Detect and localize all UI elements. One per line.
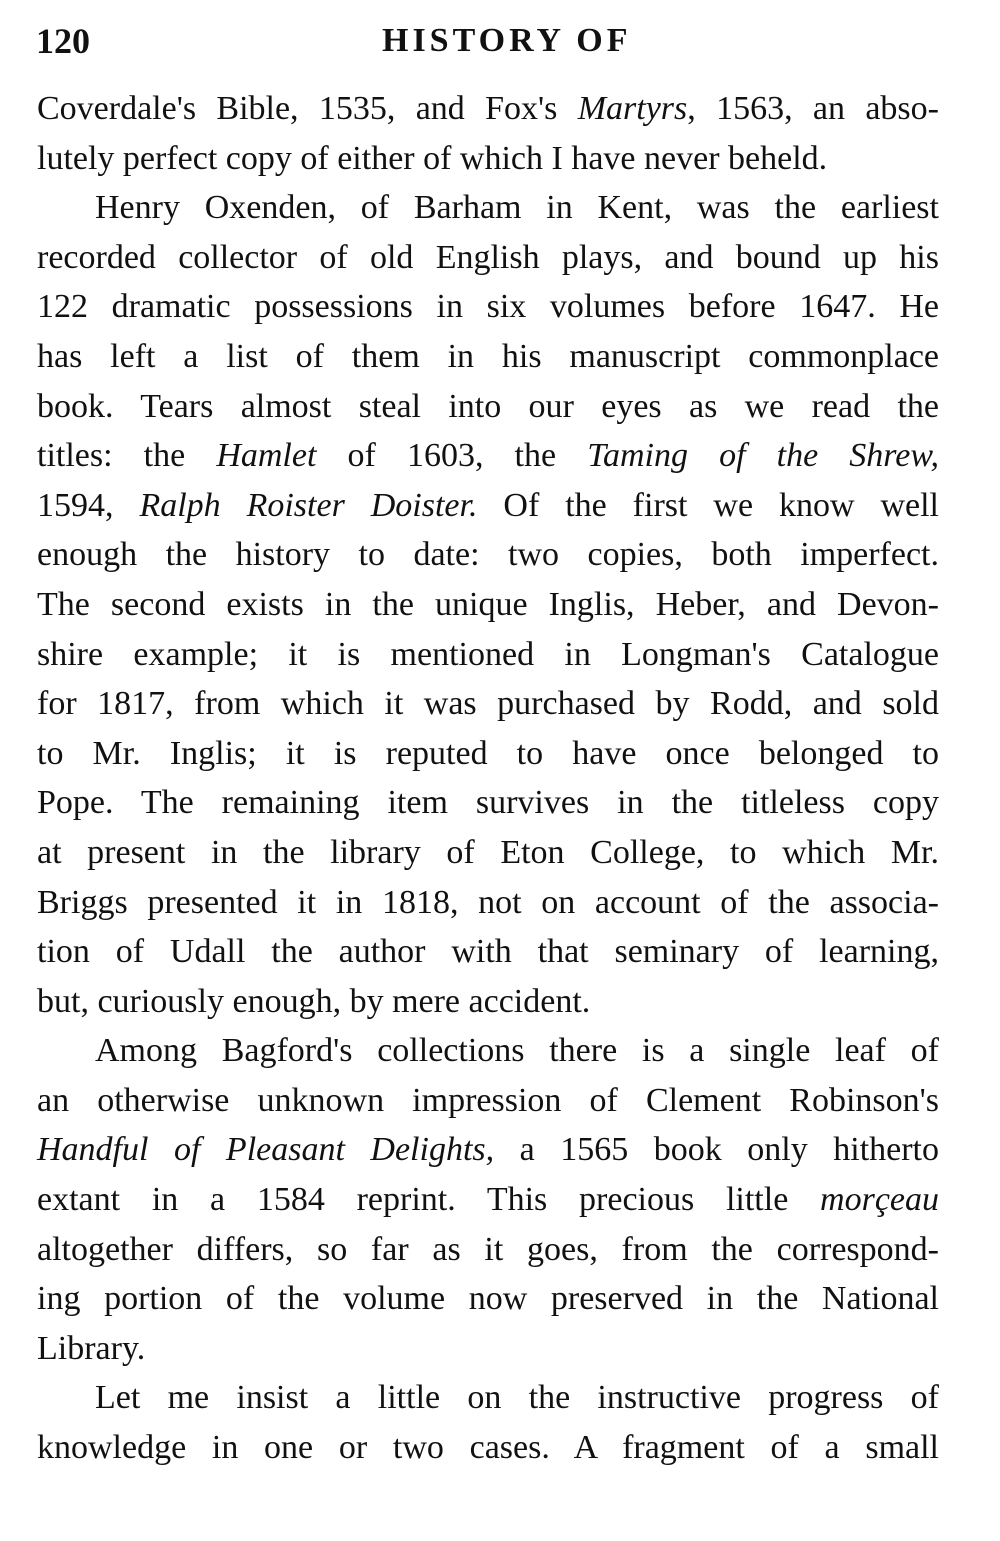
text-line: recorded collector of old English plays, and bound up his	[37, 238, 939, 276]
body-text	[37, 84, 939, 1473]
text-line: for 1817, from which it was purchased by Rodd, and sold	[37, 685, 939, 723]
text-line: ing portion of the volume now preserved in the National	[37, 1280, 939, 1318]
text-line: at present in the library of Eton College, to which Mr.	[37, 833, 939, 871]
text-line: an otherwise unknown impression of Clement Robinson's	[37, 1081, 939, 1119]
text-line: 1594, Ralph Roister Doister. Of the first we know well	[37, 486, 939, 524]
text-line: book. Tears almost steal into our eyes as we read the	[37, 387, 939, 425]
running-head	[36, 16, 940, 66]
text-line: Handful of Pleasant Delights, a 1565 book only hitherto	[37, 1131, 939, 1169]
page-number: 120	[36, 21, 90, 61]
text-line: knowledge in one or two cases. A fragment of a small	[37, 1429, 939, 1467]
text-line: altogether differs, so far as it goes, from the correspond-	[37, 1230, 939, 1268]
text-line: enough the history to date: two copies, both imperfect.	[37, 536, 939, 574]
text-line: The second exists in the unique Inglis, Heber, and Devon-	[37, 585, 939, 623]
paragraph-start-line: Henry Oxenden, of Barham in Kent, was the earliest	[95, 189, 939, 227]
text-line: has left a list of them in his manuscript commonplace	[37, 337, 939, 375]
text-line: Library.	[37, 1329, 146, 1367]
text-line: shire example; it is mentioned in Longman's Catalogue	[37, 635, 939, 673]
text-line: Briggs presented it in 1818, not on account of the associa-	[37, 883, 939, 921]
running-title: HISTORY OF	[382, 22, 632, 59]
paragraph-start-line: Let me insist a little on the instructive progress of	[95, 1379, 939, 1417]
text-line: extant in a 1584 reprint. This precious little morçeau	[37, 1181, 939, 1219]
text-line: Pope. The remaining item survives in the titleless copy	[37, 784, 939, 822]
text-line: titles: the Hamlet of 1603, the Taming of the Shrew,	[37, 437, 940, 475]
text-line: lutely perfect copy of either of which I have never beheld.	[37, 139, 828, 177]
paragraph-start-line: Among Bagford's collections there is a single leaf of	[95, 1032, 939, 1070]
text-line: tion of Udall the author with that seminary of learning,	[37, 933, 939, 971]
text-line: 122 dramatic possessions in six volumes before 1647. He	[37, 288, 939, 326]
text-line: Coverdale's Bible, 1535, and Fox's Martyrs, 1563, an abso-	[37, 90, 939, 127]
text-line: but, curiously enough, by mere accident.	[37, 982, 591, 1020]
text-line: to Mr. Inglis; it is reputed to have once belonged to	[37, 734, 939, 772]
